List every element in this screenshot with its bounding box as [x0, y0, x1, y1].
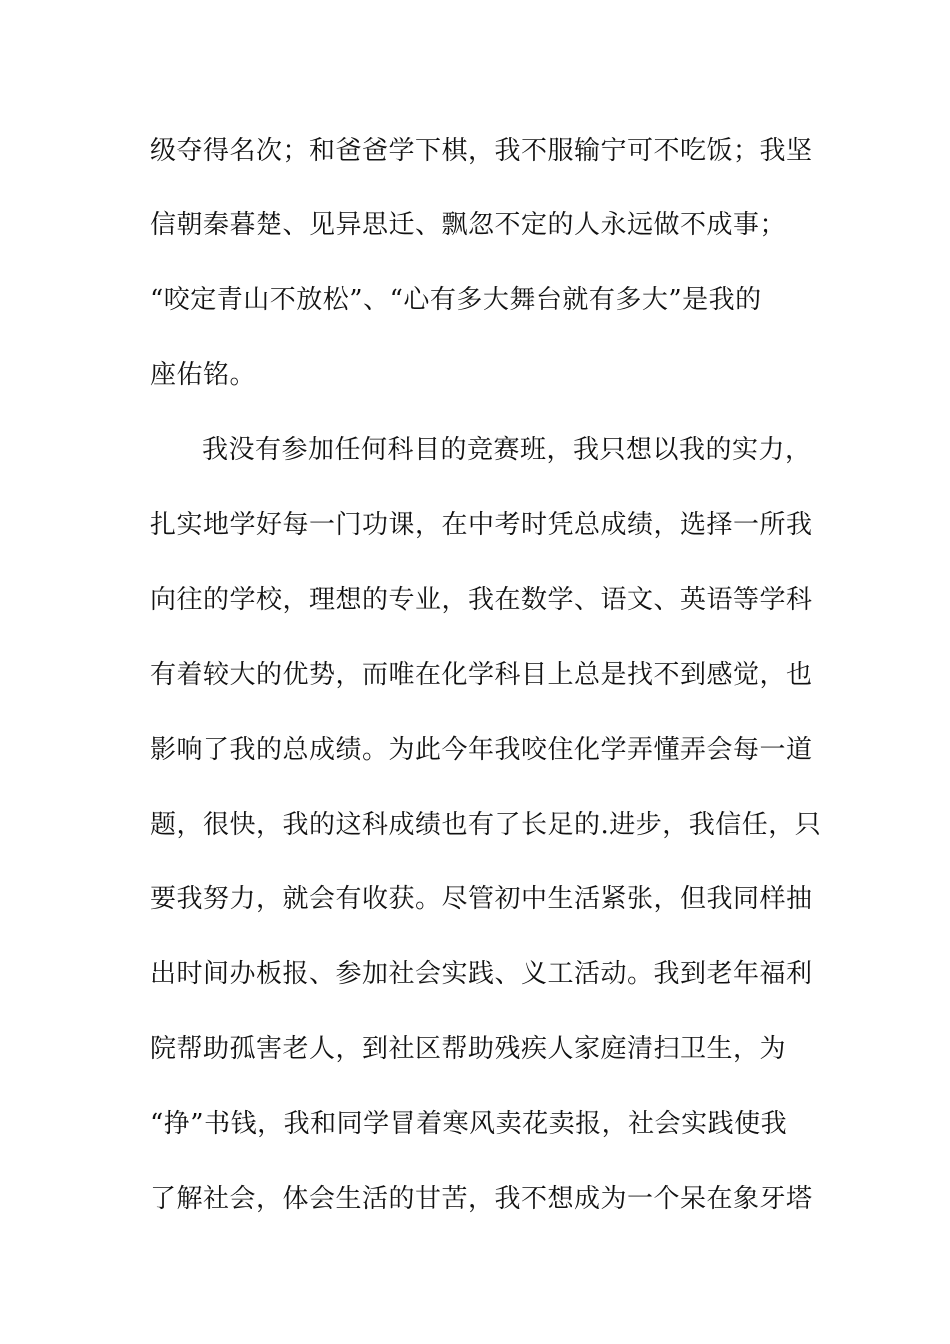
text-line: 了解社会，体会生活的甘苦，我不想成为一个呆在象牙塔 — [150, 1184, 813, 1214]
text-line: “咬定青山不放松”、“心有多大舞台就有多大”是我的 — [150, 285, 762, 315]
paragraph-first-line: 我没有参加任何科目的竞赛班，我只想以我的实力， — [202, 435, 812, 465]
text-line: 影响了我的总成绩。为此今年我咬住化学弄懂弄会每一道 — [150, 735, 813, 765]
text-line: 出时间办板报、参加社会实践、义工活动。我到老年福利 — [150, 959, 813, 989]
text-line: 有着较大的优势，而唯在化学科目上总是找不到感觉，也 — [150, 660, 813, 690]
text-line: 座佑铭。 — [150, 360, 257, 390]
text-line: 题，很快，我的这科成绩也有了长足的.进步，我信任，只 — [150, 810, 822, 840]
text-line: 院帮助孤害老人，到社区帮助残疾人家庭清扫卫生，为 — [150, 1034, 787, 1064]
text-line: 扎实地学好每一门功课，在中考时凭总成绩，选择一所我 — [150, 510, 813, 540]
text-line: 级夺得名次；和爸爸学下棋，我不服输宁可不吃饭；我坚 — [150, 136, 813, 166]
text-line: 向往的学校，理想的专业，我在数学、语文、英语等学科 — [150, 585, 813, 615]
text-line: 要我努力，就会有收获。尽管初中生活紧张，但我同样抽 — [150, 884, 813, 914]
text-line: “挣”书钱，我和同学冒着寒风卖花卖报，社会实践使我 — [150, 1109, 788, 1139]
text-line: 信朝秦暮楚、见异思迁、飘忽不定的人永远做不成事； — [150, 210, 787, 240]
